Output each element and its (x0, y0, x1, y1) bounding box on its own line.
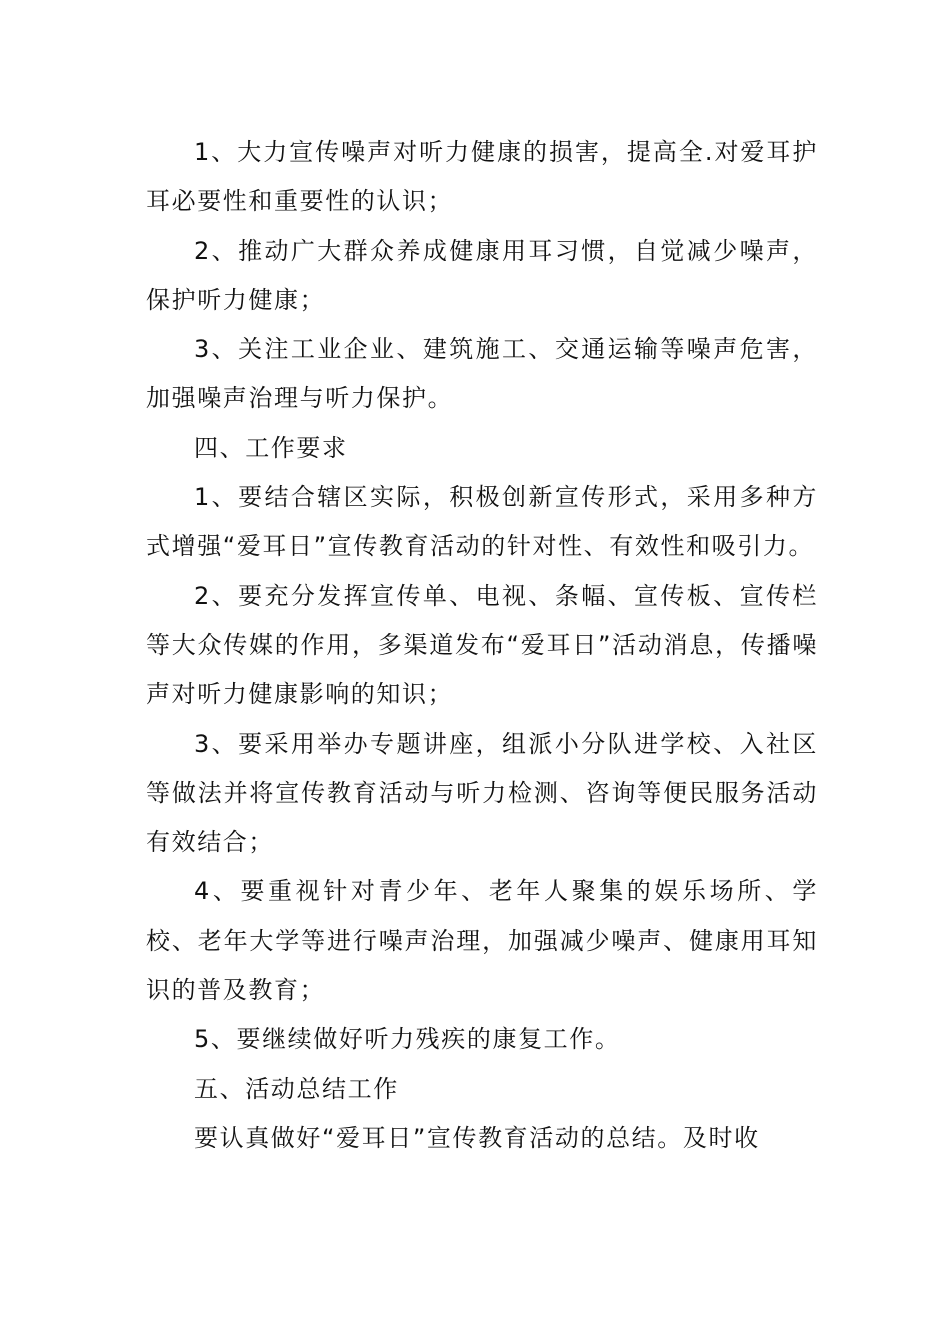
requirement-item-2: 2、要充分发挥宣传单、电视、条幅、宣传板、宣传栏等大众传媒的作用，多渠道发布“爱耳日”活动消息，传播噪声对听力健康影响的知识； (146, 581, 818, 709)
paragraph-item-1: 1、大力宣传噪声对听力健康的损害，提高全.对爱耳护耳必要性和重要性的认识； (146, 138, 818, 216)
requirement-item-1: 1、要结合辖区实际，积极创新宣传形式，采用多种方式增强“爱耳日”宣传教育活动的针对性、有效性和吸引力。 (146, 483, 818, 561)
requirement-item-3: 3、要采用举办专题讲座，组派小分队进学校、入社区等做法并将宣传教育活动与听力检测、咨询等便民服务活动有效结合； (146, 729, 818, 857)
section-heading-work-requirements: 四、工作要求 (194, 433, 348, 462)
paragraph-item-2: 2、推动广大群众养成健康用耳习惯，自觉减少噪声，保护听力健康； (146, 236, 818, 314)
paragraph-item-3: 3、关注工业企业、建筑施工、交通运输等噪声危害，加强噪声治理与听力保护。 (146, 335, 818, 413)
requirement-item-5: 5、要继续做好听力残疾的康复工作。 (194, 1025, 621, 1054)
requirement-item-4: 4、要重视针对青少年、老年人聚集的娱乐场所、学校、老年大学等进行噪声治理，加强减少噪声、健康用耳知识的普及教育； (146, 877, 818, 1005)
summary-paragraph: 要认真做好“爱耳日”宣传教育活动的总结。及时收 (194, 1123, 760, 1152)
section-heading-summary: 五、活动总结工作 (194, 1074, 399, 1103)
document-body (146, 128, 818, 1163)
